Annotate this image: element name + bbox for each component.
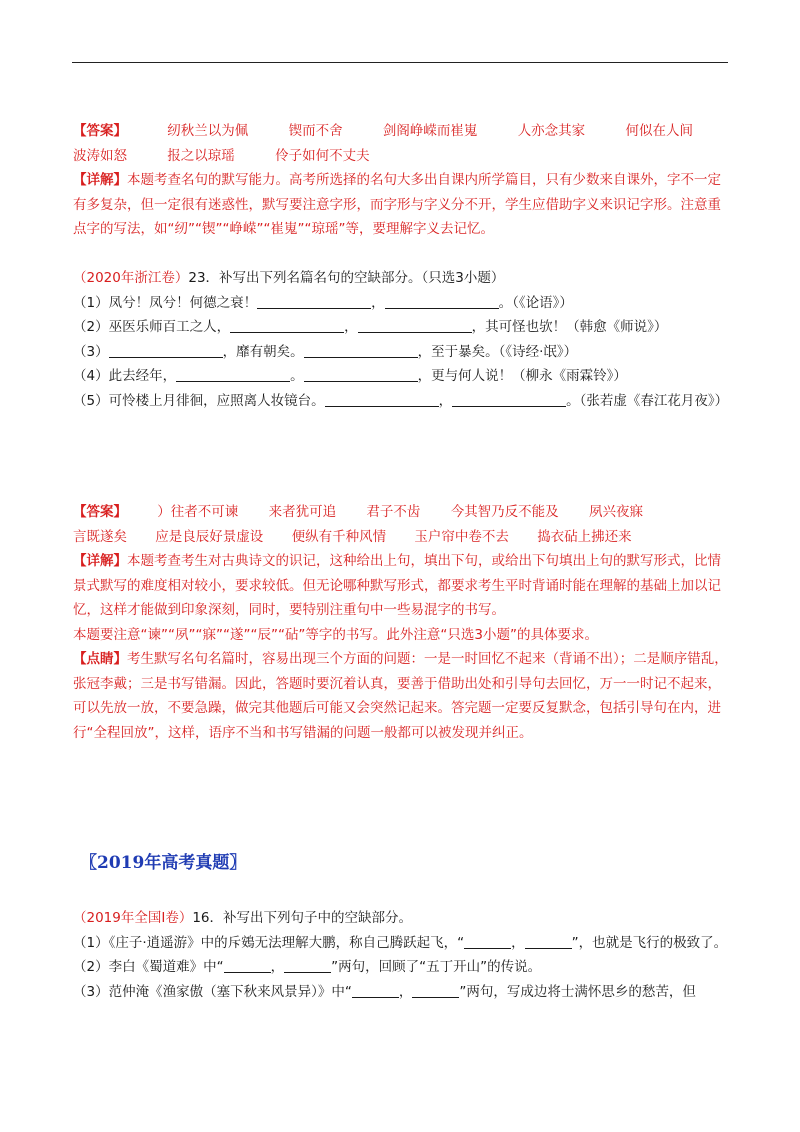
detail-note: 本题要注意“谏”“夙”“寐”“遂”“辰”“砧”等字的书写。此外注意“只选3小题”的具体要求。 <box>73 626 599 643</box>
tip-text: 考生默写名句名篇时，容易出现三个方面的问题：一是一时回忆不起来（背诵不出）；二是顺序错乱，张冠李戴；三是书写错漏。因此，答题时要沉着认真，要善于借助出处和引导句去回忆，万一一时记不起来，可以先放一放，不要急躁，做完其他题后可能又会突然记起来。答完题一定要反复默念，包括引导句在内，进行“全程回放”，这样，语序不当和书写错漏的问题一般都可以被发现并纠正。 <box>73 651 728 741</box>
item-text: （4）此去经年， <box>73 368 177 384</box>
question-stem <box>73 906 733 931</box>
answer-row <box>73 525 733 550</box>
item-text: （3） <box>73 343 109 360</box>
item-text: ”，也就是飞行的极致了。 <box>571 934 728 951</box>
item-text: ， <box>511 934 525 951</box>
question-item <box>73 315 733 340</box>
answer-blank[interactable] <box>385 293 499 309</box>
answer-item: 玉户帘中卷不去 <box>414 528 509 545</box>
question-23 <box>73 266 733 413</box>
answer-tag: 【答案】 <box>73 504 127 520</box>
question-item <box>73 389 733 414</box>
header-rule <box>72 62 728 63</box>
item-text: 。 <box>290 368 304 384</box>
question-16 <box>73 906 733 1004</box>
detail-text: 本题考查考生对古典诗文的识记，这种给出上句，填出下句，或给出下句填出上句的默写形式，比情景式默写的难度相对较小，要求较低。但无论哪种默写形式，都要求考生平时背诵时能在理解的基础上加以记忆，这样才能做到印象深刻，同时，要特别注重句中一些易混字的书写。 <box>73 553 721 618</box>
answer-item: 人亦念其家 <box>517 123 586 139</box>
item-text: （2）巫医乐师百工之人， <box>73 319 231 335</box>
question-source: （2020年浙江卷） <box>73 270 189 286</box>
answer-item: 便纵有千种风情 <box>291 528 387 545</box>
item-text: ，靡有朝矣。 <box>222 343 304 360</box>
question-item <box>73 364 733 389</box>
item-text: ， <box>398 983 413 1000</box>
item-text: （1）凤兮！凤兮！何德之衰！ <box>73 294 258 311</box>
item-text: （5）可怜楼上月徘徊，应照离人妆镜台。 <box>73 392 325 409</box>
tip-tag: 【点睛】 <box>73 651 127 667</box>
item-text: ， <box>344 319 358 335</box>
item-text: ， <box>270 959 285 975</box>
question-item <box>73 980 733 1005</box>
answer-block-2 <box>73 500 733 745</box>
detail-tag: 【详解】 <box>73 172 127 188</box>
answer-item: 波涛如怒 <box>73 147 127 164</box>
answer-blank[interactable] <box>224 957 271 973</box>
answer-item: ）往者不可谏 <box>157 504 239 520</box>
answer-blank[interactable] <box>230 317 344 333</box>
item-text: （1）《庄子·逍遥游》中的斥鴳无法理解大鹏，称自己腾跃起飞，“ <box>73 934 465 951</box>
item-text: ，至于暴矣。（《诗经·氓》） <box>417 343 578 360</box>
answer-item: 捣衣砧上拂还来 <box>537 528 632 545</box>
answer-tag: 【答案】 <box>73 123 127 139</box>
item-text: 。（张若虚《春江花月夜》） <box>566 392 729 409</box>
question-stem <box>73 266 733 291</box>
answer-item: 锲而不舍 <box>288 123 343 139</box>
answer-item: 纫秋兰以为佩 <box>167 123 249 139</box>
item-text: ”两句，写成边将士满怀思乡的愁苦，但 <box>459 983 696 1000</box>
answer-item: 来者犹可追 <box>268 504 337 520</box>
question-item <box>73 931 733 956</box>
item-text: ，更与何人说！（柳永《雨霖铃》） <box>417 368 627 384</box>
section-heading: 〖2019年高考真题〗 <box>80 853 247 873</box>
answer-blank[interactable] <box>109 342 223 358</box>
question-item <box>73 340 733 365</box>
question-item <box>73 291 733 316</box>
answer-blank[interactable] <box>464 933 511 949</box>
answer-row <box>73 119 733 144</box>
question-source: （2019年全国Ⅰ卷） <box>73 910 193 926</box>
question-item <box>73 955 733 980</box>
answer-blank[interactable] <box>412 982 459 998</box>
tip-paragraph <box>73 647 733 745</box>
answer-row <box>73 144 733 169</box>
detail-text: 本题考查名句的默写能力。高考所选择的名句大多出自课内所学篇目，只有少数来自课外，字不一定有多复杂，但一定很有迷惑性，默写要注意字形，而字形与字义分不开，学生应借助字义来识记字形。注意重点字的写法，如“纫”“锲”“峥嵘”“崔嵬”“琼瑶”等，要理解字义去记忆。 <box>73 172 721 237</box>
answer-row <box>73 500 733 525</box>
item-text: （2）李白《蜀道难》中“ <box>73 959 224 975</box>
answer-blank[interactable] <box>304 366 418 382</box>
answer-blank[interactable] <box>284 957 331 973</box>
detail-tag: 【详解】 <box>73 553 127 569</box>
item-text: ，其可怪也欤！（韩愈《师说》） <box>471 319 668 335</box>
answer-item: 君子不齿 <box>366 504 421 520</box>
answer-item: 报之以琼瑶 <box>167 147 235 164</box>
detail-paragraph <box>73 549 733 623</box>
answer-item: 何似在人间 <box>625 123 693 139</box>
answer-block-1 <box>73 119 733 242</box>
answer-blank[interactable] <box>304 342 418 358</box>
item-text: ， <box>438 392 453 409</box>
item-text: ， <box>371 294 385 311</box>
question-stem-text: 23．补写出下列名篇名句的空缺部分。（只选3小题） <box>188 270 505 286</box>
answer-item: 伶子如何不丈夫 <box>275 147 370 164</box>
answer-item: 夙兴夜寐 <box>588 504 643 520</box>
answer-blank[interactable] <box>358 317 472 333</box>
answer-blank[interactable] <box>525 933 572 949</box>
item-text: ”两句，回顾了“五丁开山”的传说。 <box>331 959 542 975</box>
question-stem-text: 16．补写出下列句子中的空缺部分。 <box>192 910 413 926</box>
answer-item: 今其智乃反不能及 <box>450 504 559 520</box>
answer-item: 应是良辰好景虚设 <box>155 528 264 545</box>
answer-blank[interactable] <box>352 982 399 998</box>
answer-blank[interactable] <box>325 391 439 407</box>
item-text: 。（《论语》） <box>498 294 573 311</box>
item-text: （3）范仲淹《渔家傲（塞下秋来风景异）》中“ <box>73 983 352 1000</box>
answer-item: 言既遂矣 <box>73 528 127 545</box>
answer-item: 剑阁峥嵘而崔嵬 <box>382 123 478 139</box>
answer-blank[interactable] <box>257 293 371 309</box>
answer-blank[interactable] <box>176 366 290 382</box>
detail-paragraph <box>73 168 733 242</box>
answer-blank[interactable] <box>452 391 566 407</box>
